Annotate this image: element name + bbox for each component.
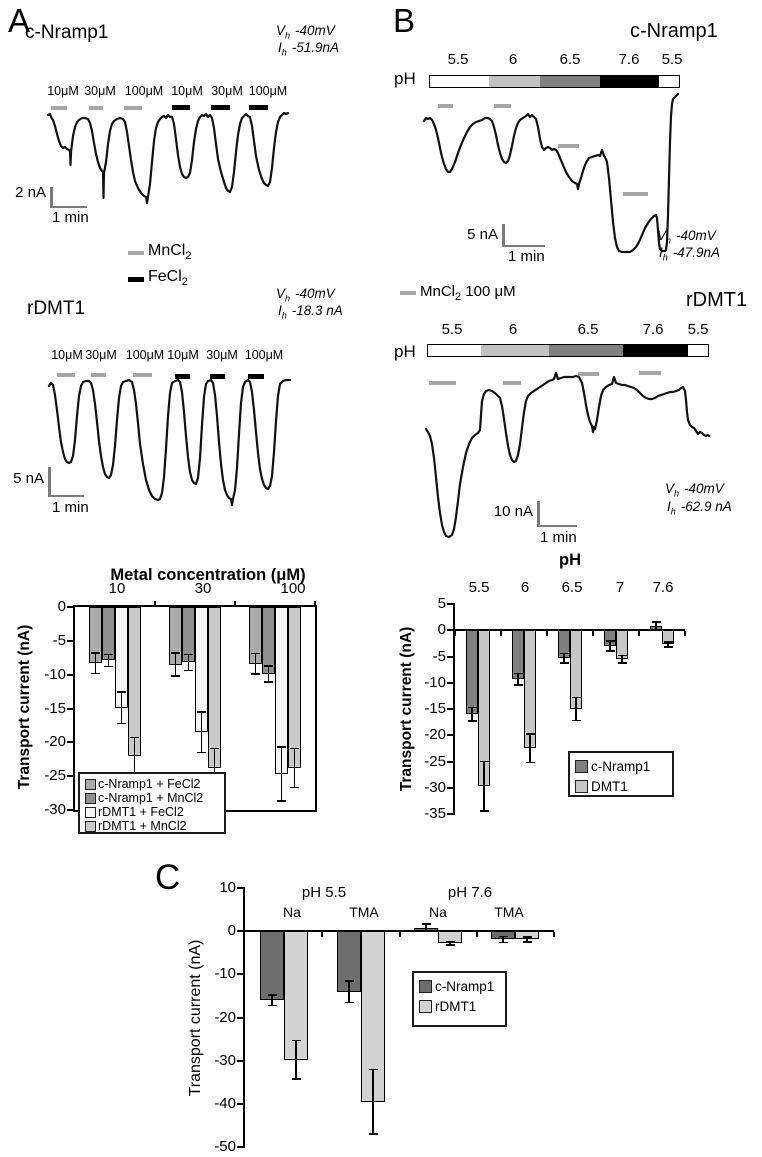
error-bar-cap [526, 733, 535, 735]
y-tick-mark [237, 1146, 245, 1148]
error-bar-cap [104, 666, 113, 668]
error-bar-cap [468, 707, 477, 709]
panel-a-trace2-title: rDMT1 [27, 298, 86, 319]
ph-value-label: 7.6 [618, 51, 640, 68]
y-tick-mark [237, 1060, 245, 1062]
x-group-label: pH 7.6 [447, 884, 493, 901]
conc-label: 100μM [244, 348, 284, 362]
error-bar-cap [468, 720, 477, 722]
ih-sub: h [662, 252, 668, 263]
error-bar-cap [264, 681, 273, 683]
ih-sub: h [281, 47, 287, 58]
error-bar-cap [117, 723, 126, 725]
cation-chart-y-axis-label: Transport current (nA) [187, 939, 204, 1097]
holding-current-a2 [278, 303, 343, 321]
y-tick-mark [237, 1103, 245, 1105]
error-bar [188, 654, 190, 670]
error-bar [121, 692, 123, 723]
legend-item [419, 976, 500, 996]
error-bar-cap [171, 675, 180, 677]
chem-name: MnCl [148, 242, 186, 259]
error-bar-cap [268, 1005, 277, 1007]
error-bar [348, 981, 350, 1003]
panel-b-trace1-title: c-Nramp1 [630, 20, 718, 42]
ph-chart-legend [568, 751, 674, 797]
ph-segment [430, 76, 489, 87]
y-tick-label: -20 [214, 1008, 236, 1026]
error-bar-cap [264, 665, 273, 667]
y-tick-mark [237, 930, 245, 932]
x-tick-mark [500, 631, 502, 636]
legend-item [575, 776, 667, 796]
bar [128, 607, 141, 756]
x-tick-mark [684, 631, 686, 636]
error-bar-cap [369, 1069, 378, 1071]
scale-time-label: 1 min [508, 248, 545, 265]
legend-swatch [85, 821, 96, 832]
error-bar [108, 654, 110, 666]
scale-bar-horizontal [48, 495, 84, 498]
error-bar-cap [560, 653, 569, 655]
fecl2-legend-dash [128, 277, 144, 282]
x-category-label: TMA [349, 904, 379, 920]
metal-chart-y-axis-label: Transport current (nA) [16, 624, 33, 790]
ph-segment [489, 76, 540, 87]
error-bar-cap [514, 673, 523, 675]
error-bar [134, 738, 136, 775]
y-tick-mark [447, 734, 455, 736]
error-bar [268, 666, 270, 682]
y-tick-label: -15 [44, 699, 66, 717]
ph-value-label: 5.5 [441, 321, 463, 338]
error-bar-cap [184, 654, 193, 656]
x-category-label: 7.6 [652, 579, 674, 596]
y-tick-mark [237, 887, 245, 889]
bar [260, 931, 284, 1000]
y-tick-label: -5 [52, 631, 66, 649]
error-bar-cap [268, 994, 277, 996]
ph-value-label: 6.5 [559, 51, 581, 68]
error-bar [201, 712, 203, 753]
legend-label: rDMT1 [435, 998, 477, 1014]
panel-b-label: B [393, 2, 416, 39]
panel-c-label: C [155, 858, 181, 897]
y-tick-mark [67, 775, 75, 777]
vh-symbol: V [276, 286, 286, 301]
error-bar-cap [652, 621, 661, 623]
ih-symbol: I [667, 499, 671, 514]
y-tick-label: -30 [424, 778, 446, 796]
holding-voltage-a1 [276, 23, 335, 41]
chem-sub: 2 [455, 291, 462, 303]
legend-label: rDMT1 + FeCl2 [98, 805, 184, 819]
error-bar-cap [560, 662, 569, 664]
error-bar-cap [292, 1040, 301, 1042]
error-bar [372, 1069, 374, 1134]
vh-sub: h [285, 293, 291, 304]
mncl2-legend-dash [400, 291, 416, 295]
error-bar-cap [184, 670, 193, 672]
scale-bar-horizontal [50, 206, 87, 209]
y-tick-mark [67, 640, 75, 642]
legend-item [85, 805, 219, 819]
y-tick-label: -10 [424, 673, 446, 691]
error-bar-cap [480, 761, 489, 763]
legend-item [85, 777, 219, 791]
x-tick-mark [234, 601, 236, 607]
cation-substitution-chart [214, 879, 554, 1155]
y-tick-mark [447, 682, 455, 684]
error-bar-cap [345, 1002, 354, 1004]
error-bar-cap [664, 646, 673, 648]
error-bar-cap [251, 673, 260, 675]
y-tick-mark [447, 603, 455, 605]
vh-symbol: V [657, 228, 667, 243]
scale-bar-horizontal [537, 525, 577, 528]
error-bar-cap [499, 936, 508, 938]
panel-b-trace2-title: rDMT1 [686, 289, 748, 311]
y-tick-label: 0 [437, 621, 446, 639]
vh-value: -40mV [676, 228, 716, 243]
chem-name: MnCl [420, 283, 456, 300]
error-bar-cap [171, 652, 180, 654]
legend-swatch [85, 807, 96, 818]
error-bar [255, 654, 257, 674]
legend-swatch [85, 779, 96, 790]
mncl2-legend-dash [128, 251, 144, 255]
y-tick-label: -10 [214, 965, 236, 983]
scale-current-label: 5 nA [13, 470, 44, 487]
scale-time-label: 1 min [540, 529, 577, 546]
vh-value: -40mV [295, 286, 335, 301]
x-tick-mark [553, 932, 555, 937]
x-group-label: pH 5.5 [301, 884, 347, 901]
error-bar [95, 653, 97, 673]
error-bar-cap [523, 936, 532, 938]
error-bar-cap [652, 629, 661, 631]
legend-swatch [419, 980, 432, 993]
chem-suffix: 100 μM [461, 283, 516, 300]
y-tick-mark [67, 741, 75, 743]
vh-value: -40mV [295, 23, 335, 38]
x-category-label: TMA [494, 904, 524, 920]
x-tick-mark [454, 631, 456, 636]
legend-item [419, 996, 500, 1016]
ih-symbol: I [659, 245, 663, 260]
ih-value: -51.9nA [291, 40, 340, 55]
x-category-label: 6.5 [561, 579, 583, 596]
error-bar-cap [446, 941, 455, 943]
error-bar-cap [422, 930, 431, 932]
conc-label: 30μM [211, 84, 243, 98]
conc-label: 100μM [248, 84, 288, 98]
y-tick-label: -20 [424, 726, 446, 744]
y-tick-label: 0 [227, 922, 236, 940]
ph-axis-label: pH [394, 342, 416, 361]
y-tick-label: -40 [214, 1094, 236, 1112]
ih-value: -47.9nA [672, 245, 721, 260]
error-bar-cap [422, 923, 431, 925]
x-category-label: 5.5 [468, 579, 490, 596]
error-bar-cap [130, 737, 139, 739]
trace-rdmt1-metal [40, 370, 300, 515]
ih-symbol: I [278, 303, 282, 318]
bar [288, 607, 301, 768]
error-bar-cap [446, 944, 455, 946]
error-bar-cap [618, 662, 627, 664]
ph-axis-label: pH [394, 69, 416, 88]
vh-sub: h [674, 488, 680, 499]
x-category-label: 6 [520, 579, 530, 596]
y-tick-mark [447, 813, 455, 815]
legend-swatch [419, 1000, 432, 1013]
y-tick-label: -30 [44, 801, 66, 818]
error-bar-cap [480, 810, 489, 812]
error-bar [529, 734, 531, 762]
mncl2-legend-label [148, 242, 191, 262]
scale-bar-vertical [48, 467, 51, 497]
conc-label: 30μM [85, 348, 117, 362]
error-bar-cap [618, 655, 627, 657]
error-bar-cap [369, 1133, 378, 1135]
chem-sub: 2 [181, 276, 188, 289]
legend-label: c-Nramp1 + FeCl2 [98, 777, 201, 791]
metal-chart-legend [78, 772, 226, 834]
y-tick-mark [447, 708, 455, 710]
error-bar [575, 697, 577, 720]
vh-value: -40mV [684, 481, 724, 496]
legend-label: DMT1 [591, 778, 628, 794]
scale-current-label: 10 nA [493, 503, 533, 520]
error-bar-cap [499, 942, 508, 944]
scale-time-label: 1 min [52, 209, 89, 226]
x-category-label: Na [429, 904, 447, 920]
conc-label: 10μM [171, 84, 203, 98]
error-bar-cap [251, 653, 260, 655]
y-tick-label: 5 [437, 595, 446, 612]
legend-swatch [575, 760, 588, 773]
trace-rdmt1-ph [418, 355, 718, 550]
scale-bar-vertical [537, 501, 540, 527]
holding-voltage-a2 [276, 286, 335, 304]
x-tick-mark [592, 631, 594, 636]
ph-chart-title: pH [559, 551, 581, 569]
legend-swatch [85, 793, 96, 804]
y-tick-mark [67, 674, 75, 676]
x-tick-mark [638, 631, 640, 636]
trace-cnramp1-ph [415, 90, 685, 260]
vh-sub: h [666, 235, 672, 246]
ih-value: -62.9 nA [680, 499, 732, 514]
ih-value: -18.3 nA [291, 303, 343, 318]
holding-voltage-b2 [665, 481, 724, 499]
panel-a-label: A [8, 2, 31, 39]
vh-symbol: V [665, 481, 675, 496]
error-bar-cap [664, 641, 673, 643]
error-bar-cap [290, 787, 299, 789]
x-category-label: 10 [108, 580, 126, 597]
error-bar-cap [277, 800, 286, 802]
legend-item [575, 756, 667, 776]
conc-label: 100μM [124, 84, 164, 98]
y-tick-label: -50 [214, 1138, 236, 1155]
x-tick-mark [476, 932, 478, 937]
holding-current-b1 [659, 245, 720, 263]
chem-sub: 2 [185, 250, 192, 263]
legend-label: c-Nramp1 + MnCl2 [98, 791, 204, 805]
y-tick-label: -5 [432, 647, 446, 665]
bar [102, 607, 115, 660]
error-bar-cap [277, 746, 286, 748]
ih-symbol: I [278, 40, 282, 55]
y-tick-mark [447, 656, 455, 658]
error-bar-cap [117, 691, 126, 693]
error-bar-cap [514, 684, 523, 686]
x-category-label: Na [283, 904, 301, 920]
vh-symbol: V [276, 23, 286, 38]
vh-sub: h [285, 30, 291, 41]
error-bar [295, 1040, 297, 1079]
error-bar-cap [290, 748, 299, 750]
ih-sub: h [670, 506, 676, 517]
ph-segment [600, 76, 659, 87]
scale-current-label: 2 nA [15, 184, 46, 201]
y-tick-mark [447, 761, 455, 763]
y-tick-mark [237, 973, 245, 975]
x-tick-mark [546, 631, 548, 636]
error-bar-cap [572, 720, 581, 722]
legend-item [85, 819, 219, 833]
ph-segment-bar [429, 75, 680, 88]
y-tick-label: -30 [214, 1051, 236, 1069]
bar [466, 630, 478, 714]
ph-value-label: 5.5 [687, 321, 709, 338]
legend-label: c-Nramp1 [591, 758, 651, 774]
legend-label: c-Nramp1 [435, 978, 495, 994]
conc-label: 10μM [47, 84, 79, 98]
scale-bar-horizontal [502, 245, 545, 248]
error-bar [483, 762, 485, 811]
holding-current-a1 [278, 40, 339, 58]
scale-current-label: 5 nA [467, 226, 498, 243]
error-bar-cap [345, 980, 354, 982]
chem-name: FeCl [148, 268, 182, 285]
y-tick-label: -35 [424, 805, 446, 822]
ph-value-label: 6.5 [577, 321, 599, 338]
x-tick-mark [399, 932, 401, 937]
conc-label: 30μM [84, 84, 116, 98]
y-tick-mark [447, 787, 455, 789]
error-bar-cap [292, 1078, 301, 1080]
holding-voltage-b1 [657, 228, 716, 246]
ph-value-label: 6 [508, 321, 518, 338]
y-tick-mark [67, 606, 75, 608]
error-bar-cap [606, 640, 615, 642]
metal-chart-title: Metal concentration (μM) [110, 566, 306, 584]
conc-label: 100μM [125, 348, 165, 362]
error-bar-cap [523, 941, 532, 943]
ih-sub: h [281, 310, 287, 321]
y-tick-label: -20 [44, 733, 66, 751]
x-tick-mark [154, 601, 156, 607]
bar [208, 607, 221, 768]
conc-label: 30μM [206, 348, 238, 362]
x-category-label: 100 [280, 580, 306, 597]
conc-label: 10μM [51, 348, 83, 362]
y-tick-label: -25 [44, 767, 66, 785]
y-tick-label: 10 [219, 879, 236, 896]
error-bar-cap [572, 697, 581, 699]
bar [262, 607, 275, 674]
x-tick-mark [321, 932, 323, 937]
legend-item [85, 791, 219, 805]
legend-swatch [575, 780, 588, 793]
error-bar-cap [606, 650, 615, 652]
ph-value-label: 5.5 [661, 51, 683, 68]
error-bar-cap [526, 762, 535, 764]
conc-label: 10μM [167, 348, 199, 362]
ph-value-label: 6 [508, 51, 518, 68]
error-bar [175, 653, 177, 676]
error-bar-cap [197, 711, 206, 713]
y-tick-label: -25 [424, 752, 446, 770]
error-bar-cap [91, 673, 100, 675]
error-bar [281, 747, 283, 801]
error-bar-cap [197, 752, 206, 754]
x-tick-mark [314, 601, 316, 607]
legend-label: rDMT1 + MnCl2 [98, 819, 187, 833]
ph-segment [659, 76, 679, 87]
cation-chart-legend [412, 971, 507, 1027]
x-category-label: 30 [194, 580, 212, 597]
ph-chart-y-axis-label: Transport current (nA) [398, 626, 415, 792]
fecl2-legend-label [148, 268, 188, 288]
y-tick-label: 0 [57, 598, 66, 615]
y-tick-mark [67, 809, 75, 811]
y-tick-mark [237, 1017, 245, 1019]
scale-time-label: 1 min [52, 499, 89, 516]
error-bar [471, 707, 473, 721]
error-bar-cap [104, 654, 113, 656]
error-bar-cap [210, 748, 219, 750]
mncl2-100um-legend-label [420, 283, 516, 303]
holding-current-b2 [667, 499, 732, 517]
bar [524, 630, 536, 748]
ph-value-label: 5.5 [447, 51, 469, 68]
ph-segment [540, 76, 600, 87]
y-tick-mark [67, 708, 75, 710]
error-bar-cap [91, 652, 100, 654]
y-tick-label: -15 [424, 700, 446, 717]
y-tick-label: -10 [44, 665, 66, 683]
error-bar [294, 748, 296, 787]
ph-value-label: 7.6 [642, 321, 664, 338]
panel-a-trace1-title: c-Nramp1 [25, 22, 109, 43]
x-category-label: 7 [615, 579, 625, 596]
